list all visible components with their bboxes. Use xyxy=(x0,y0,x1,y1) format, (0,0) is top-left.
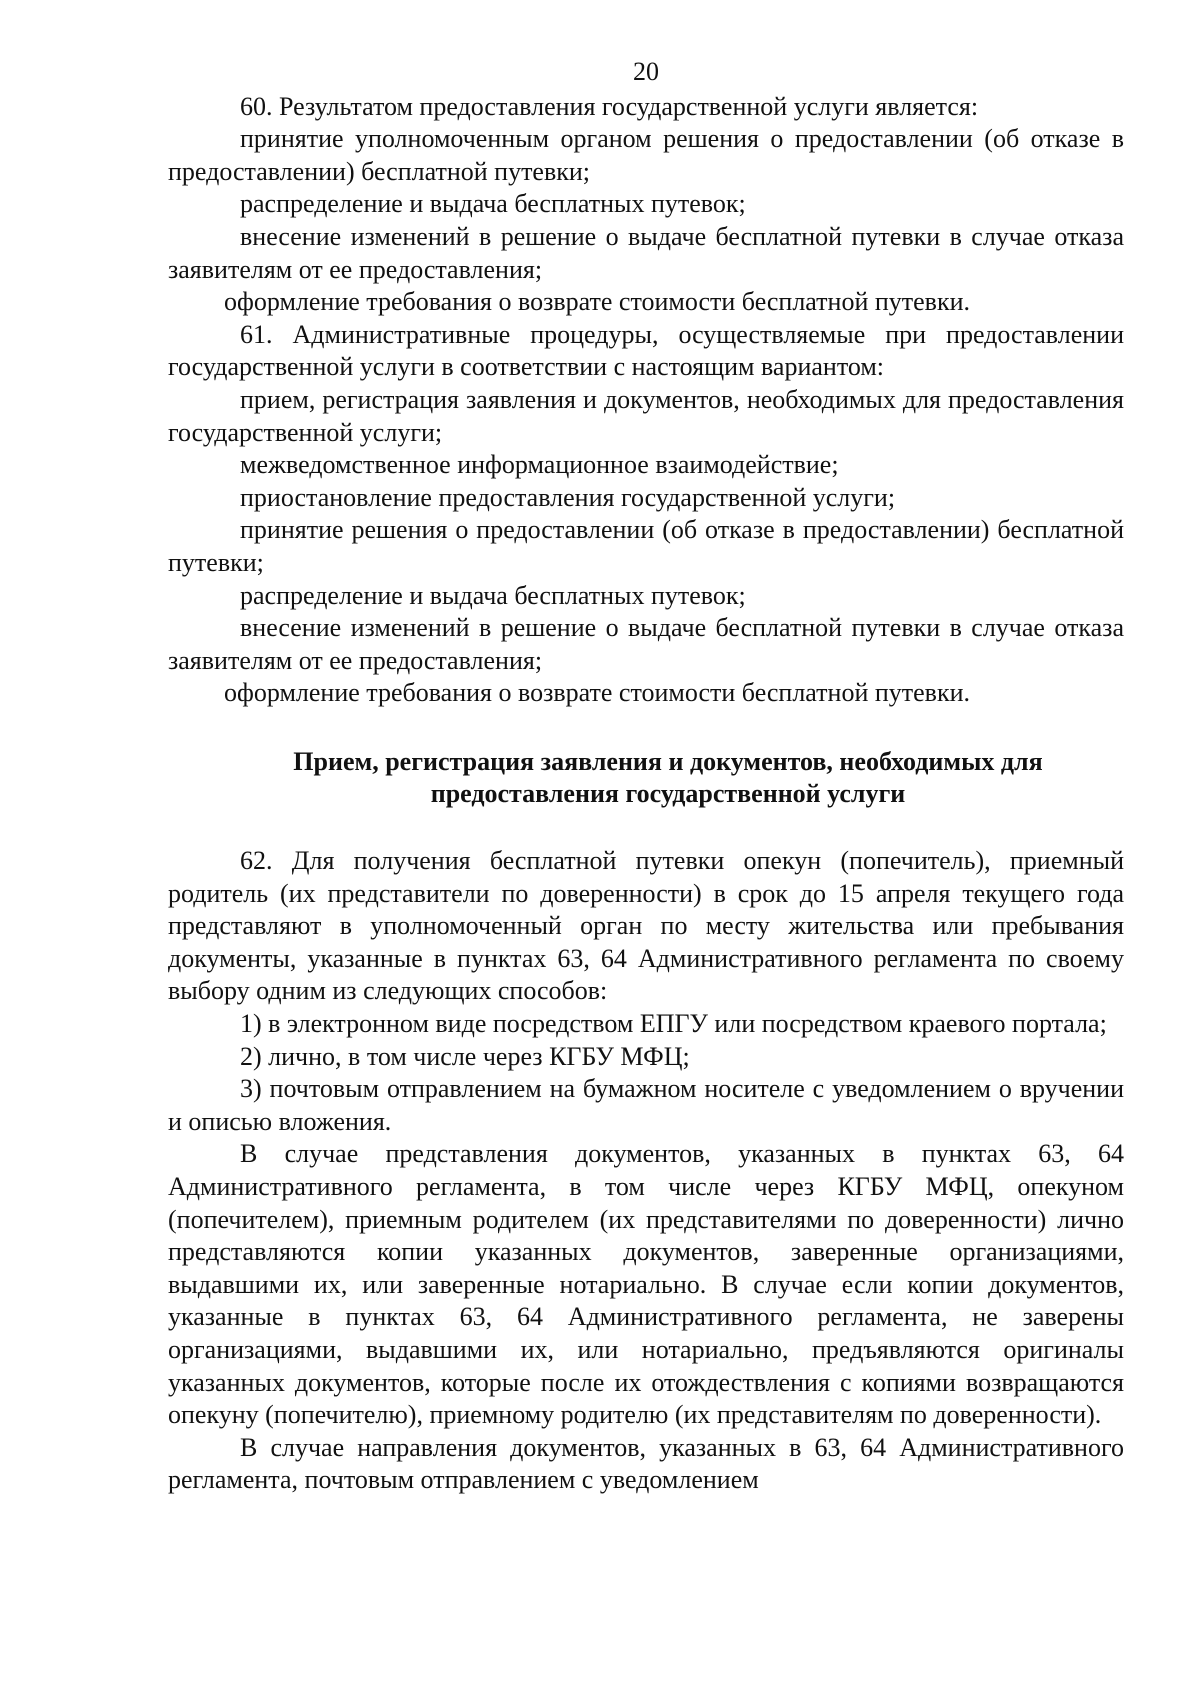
list-item-refund-claim: оформление требования о возврате стоимости бесплатной путевки. xyxy=(224,287,971,317)
list-item-decision-2: принятие решения о предоставлении (об отказе в предоставлении) бесплатной путевки; xyxy=(168,515,1124,577)
document-page xyxy=(168,56,1124,1497)
method-postal: 3) почтовым отправлением на бумажном носителе с уведомлением о вручении и описью вложения. xyxy=(168,1074,1124,1136)
list-item-reception: прием, регистрация заявления и документов, необходимых для предоставления государственной услуги; xyxy=(168,384,1124,447)
list-item-distribution-2: распределение и выдача бесплатных путевок; xyxy=(240,580,746,610)
list-item-amendment-2: внесение изменений в решение о выдаче бесплатной путевки в случае отказа заявителям от ее предоставления; xyxy=(168,613,1124,675)
list-item-distribution: распределение и выдача бесплатных путевок; xyxy=(240,189,746,219)
list-item-refund-claim-2: оформление требования о возврате стоимости бесплатной путевки. xyxy=(224,678,971,708)
list-item-interagency: межведомственное информационное взаимодействие; xyxy=(240,450,839,480)
list-item-decision: принятие уполномоченным органом решения о предоставлении (об отказе в предоставлении) бесплатной путевки; xyxy=(168,124,1124,186)
list-item-suspension: приостановление предоставления государственной услуги; xyxy=(240,482,896,512)
paragraph-62: 62. Для получения бесплатной путевки опекун (попечитель), приемный родитель (их представители по доверенности) в срок до 15 апреля текущего года представляют в уполномоченный орган по месту жительства или пребывания документы, указанные в пунктах 63, 64 Административного регламента по своему выбору одним из следующих способов: xyxy=(168,846,1124,1006)
section-heading-line-1: Прием, регистрация заявления и документов, необходимых для xyxy=(293,746,1043,776)
method-electronic: 1) в электронном виде посредством ЕПГУ или посредством краевого портала; xyxy=(240,1009,1107,1039)
page-number: 20 xyxy=(633,57,659,86)
paragraph-60-result: 60. Результатом предоставления государственной услуги является: xyxy=(240,91,979,121)
paragraph-postal-submission: В случае направления документов, указанных в 63, 64 Административного регламента, почтовым отправлением с уведомлением xyxy=(168,1432,1124,1495)
section-heading-line-2: предоставления государственной услуги xyxy=(430,779,906,809)
paragraph-copies: В случае представления документов, указанных в пунктах 63, 64 Административного регламента, в том числе через КГБУ МФЦ, опекуном (попечителем), приемным родителем (их представителями по доверенности) лично представляются копии указанных документов, заверенные организациями, выдавшими их, или заверенные нотариально. В случае если копии документов, указанные в пунктах 63, 64 Административного регламента, не заверены организациями, выдавшими их, или нотариально, предъявляются оригиналы указанных документов, которые после их отождествления с копиями возвращаются опекуну (попечителю), приемному родителю (их представителям по доверенности). xyxy=(168,1139,1124,1430)
paragraph-61-procedures: 61. Административные процедуры, осуществляемые при предоставлении государственной услуги в соответствии с настоящим вариантом: xyxy=(168,319,1124,382)
list-item-amendment: внесение изменений в решение о выдаче бесплатной путевки в случае отказа заявителям от ее предоставления; xyxy=(168,221,1124,284)
method-in-person: 2) лично, в том числе через КГБУ МФЦ; xyxy=(240,1041,690,1071)
section-heading xyxy=(168,746,1124,811)
